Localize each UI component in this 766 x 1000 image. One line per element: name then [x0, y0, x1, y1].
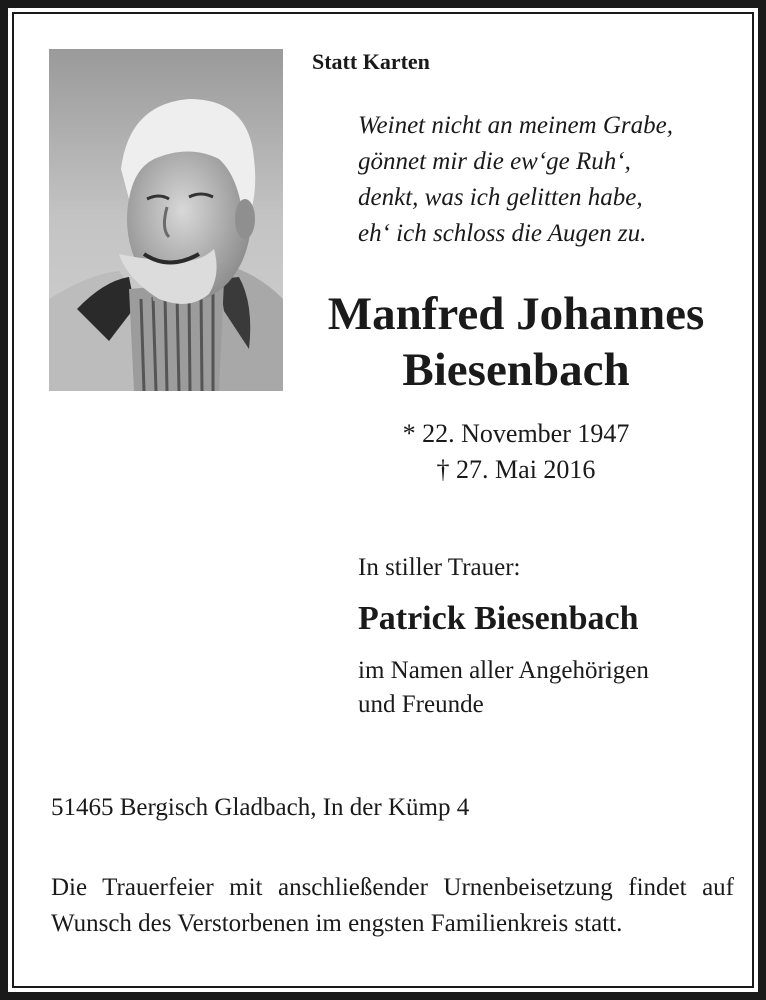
- mourner-name: Patrick Biesenbach: [358, 600, 639, 637]
- mourner-subtitle-line: und Freunde: [358, 691, 484, 718]
- address: 51465 Bergisch Gladbach, In der Kümp 4: [51, 794, 470, 821]
- deceased-name-line2: Biesenbach: [402, 344, 630, 396]
- poem-line: eh‘ ich schloss die Augen zu.: [358, 220, 647, 247]
- death-date: † 27. Mai 2016: [436, 455, 596, 484]
- portrait-photo: [49, 49, 283, 391]
- funeral-notice: Die Trauerfeier mit anschließender Urnenbeisetzung findet auf Wunsch des Verstorbenen im engsten Familienkreis statt.: [51, 874, 734, 937]
- mourner-subtitle-line: im Namen aller Angehörigen: [358, 657, 649, 684]
- poem-line: gönnet mir die ew‘ge Ruh‘,: [358, 148, 631, 175]
- poem-line: Weinet nicht an meinem Grabe,: [358, 112, 673, 139]
- deceased-name-line1: Manfred Johannes: [327, 288, 705, 340]
- poem: [358, 108, 673, 252]
- mourner-subtitle: [358, 654, 649, 722]
- life-dates: [308, 416, 724, 488]
- poem-line: denkt, was ich gelitten habe,: [358, 184, 643, 211]
- mourning-label: In stiller Trauer:: [358, 554, 521, 581]
- deceased-name: [294, 286, 738, 398]
- statt-karten-label: Statt Karten: [312, 49, 430, 74]
- birth-date: * 22. November 1947: [402, 419, 630, 448]
